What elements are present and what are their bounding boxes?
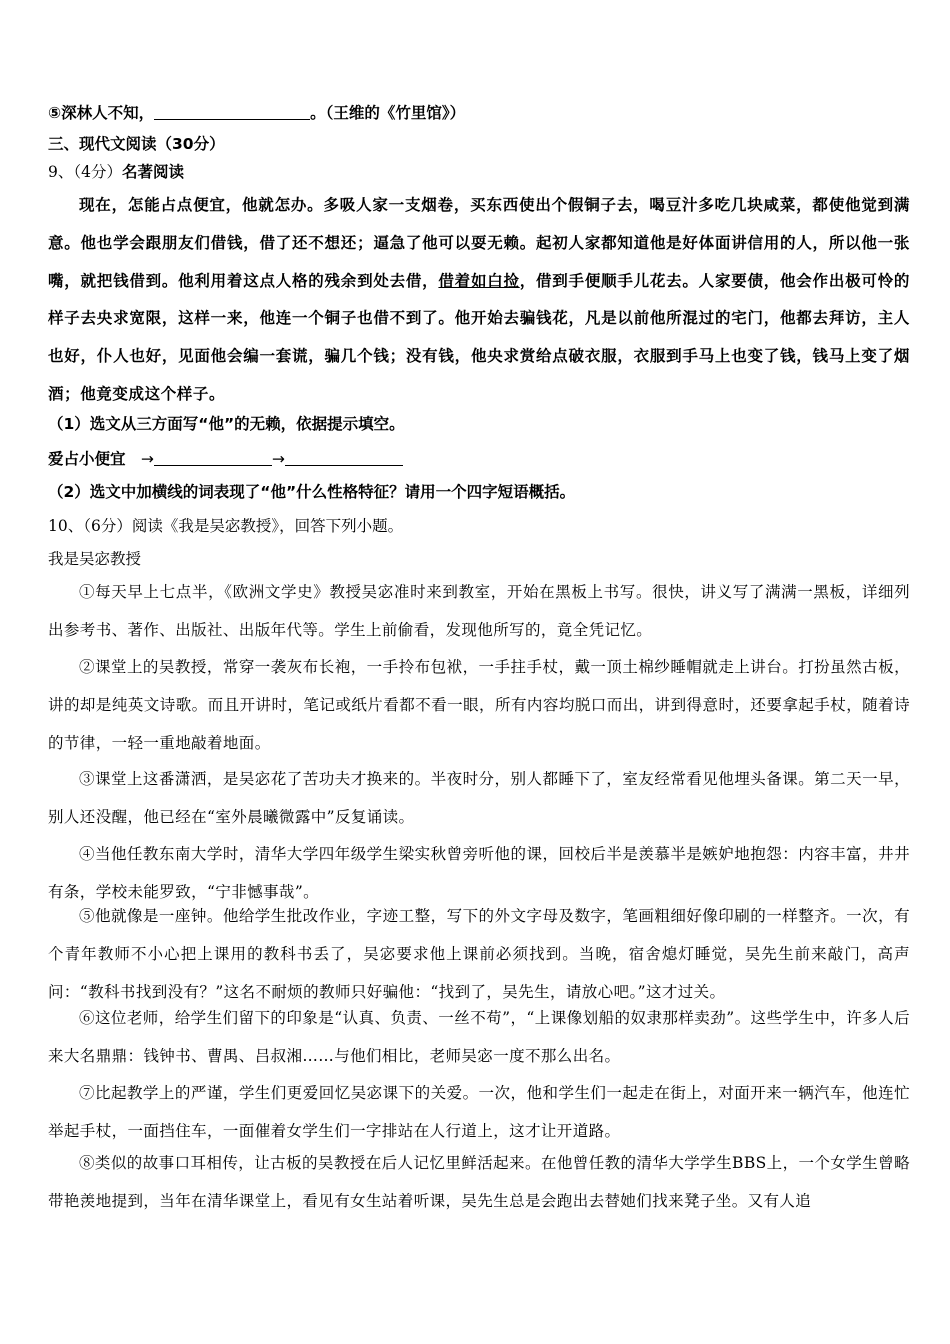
- article-paragraph: ④当他任教东南大学时，清华大学四年级学生梁实秋曾旁听他的课，回校后半是羡慕半是嫉妒地抱怨：内容丰富，井井有条，学校未能罗致，“宁非憾事哉”。: [48, 845, 910, 901]
- article-paragraph: ②课堂上的吴教授，常穿一袭灰布长袍，一手拎布包袱，一手拄手杖，戴一顶土棉纱睡帽就走上讲台。打扮虽然古板，讲的却是纯英文诗歌。而且开讲时，笔记或纸片看都不看一眼，所有内容均脱口而出，讲到得意时，还要拿起手杖，随着诗的节律，一轻一重地敲着地面。: [48, 658, 910, 752]
- article-paragraph: ⑥这位老师，给学生们留下的印象是“认真、负责、一丝不苟”，“上课像划船的奴隶那样卖劲”。这些学生中，许多人后来大名鼎鼎：钱钟书、曹禺、吕叔湘……与他们相比，老师吴宓一度不那么出名。: [48, 1009, 910, 1065]
- arrow-icon: →: [140, 450, 154, 468]
- poem-answer-blank[interactable]: [154, 105, 310, 120]
- article-paragraph: ①每天早上七点半，《欧洲文学史》教授吴宓准时来到教室，开始在黑板上书写。很快，讲义写了满满一黑板，详细列出参考书、著作、出版社、出版年代等。学生上前偷看，发现他所写的，竟全凭记忆。: [48, 583, 910, 639]
- question-9-number: 9、（4分）: [48, 163, 122, 181]
- passage-text: ，借到手便顺手儿花去。人家要债，他会作出极可怜的样子去央求宽限，这样一来，他连一个铜子也借不到了。他开始去骗钱花，凡是以前他所混过的宅门，他都去拜访，主人也好，仆人也好，见面他会编一套谎，骗几个钱；没有钱，他央求赏给点破衣服，衣服到手马上也变了钱，钱马上变了烟酒；他竟变成这个样子。: [48, 271, 910, 403]
- question-9-title: 名著阅读: [121, 163, 184, 181]
- chain-blank-1[interactable]: [154, 451, 272, 466]
- poem-suffix: 。（王维的《竹里馆》）: [310, 104, 466, 122]
- arrow-icon: →: [271, 450, 285, 468]
- chain-start: 爱占小便宜: [48, 450, 126, 468]
- article-title: 我是吴宓教授: [48, 550, 142, 568]
- underlined-phrase: 借着如白捡: [438, 271, 520, 290]
- question-9-sub-2: （2）选文中加横线的词表现了“他”什么性格特征？请用一个四字短语概括。: [48, 483, 576, 501]
- question-9-passage: [48, 187, 910, 414]
- question-9-heading: [48, 162, 184, 182]
- passage-text: 现在，怎能占点便宜，他就怎办。多吸人家一支烟卷，买东西使出个假铜子去，喝豆汁多吃几块咸菜，都使他觉到满意。他也学会跟朋友们借钱，借了还不想还；逼急了他可以耍无赖。起初人家都知道他是好体面讲信用的人，所以他一张嘴，就把钱借到。他利用着这点人格的残余到处去借，: [48, 196, 910, 290]
- fill-chain: [48, 449, 403, 469]
- question-9-sub-1: （1）选文从三方面写“他”的无赖，依据提示填空。: [48, 415, 405, 433]
- poem-prefix: ⑤深林人不知，: [48, 104, 155, 122]
- article-paragraph: ⑧类似的故事口耳相传，让古板的吴教授在后人记忆里鲜活起来。在他曾任教的清华大学学生BBS上，一个女学生曾略带艳羡地提到，当年在清华课堂上，看见有女生站着听课，吴先生总是会跑出去替她们找来凳子坐。又有人追: [48, 1154, 910, 1210]
- section-heading: 三、现代文阅读（30分）: [48, 135, 225, 153]
- poem-fill-line: [48, 103, 465, 123]
- article-paragraph: ⑤他就像是一座钟。他给学生批改作业，字迹工整，写下的外文字母及数字，笔画粗细好像印刷的一样整齐。一次，有个青年教师不小心把上课用的教科书丢了，吴宓要求他上课前必须找到。当晚，宿舍熄灯睡觉，吴先生前来敲门，高声问：“教科书找到没有？”这名不耐烦的教师只好骗他：“找到了，吴先生，请放心吧。”这才过关。: [48, 907, 910, 1001]
- chain-blank-2[interactable]: [285, 451, 403, 466]
- question-10-heading: 10、（6分）阅读《我是吴宓教授》，回答下列小题。: [48, 517, 404, 535]
- article-paragraph: ③课堂上这番潇洒，是吴宓花了苦功夫才换来的。半夜时分，别人都睡下了，室友经常看见他埋头备课。第二天一早，别人还没醒，他已经在“室外晨曦微露中”反复诵读。: [48, 770, 910, 826]
- article-paragraph: ⑦比起教学上的严谨，学生们更爱回忆吴宓课下的关爱。一次，他和学生们一起走在街上，对面开来一辆汽车，他连忙举起手杖，一面挡住车，一面催着女学生们一字排站在人行道上，这才让开道路。: [48, 1084, 910, 1140]
